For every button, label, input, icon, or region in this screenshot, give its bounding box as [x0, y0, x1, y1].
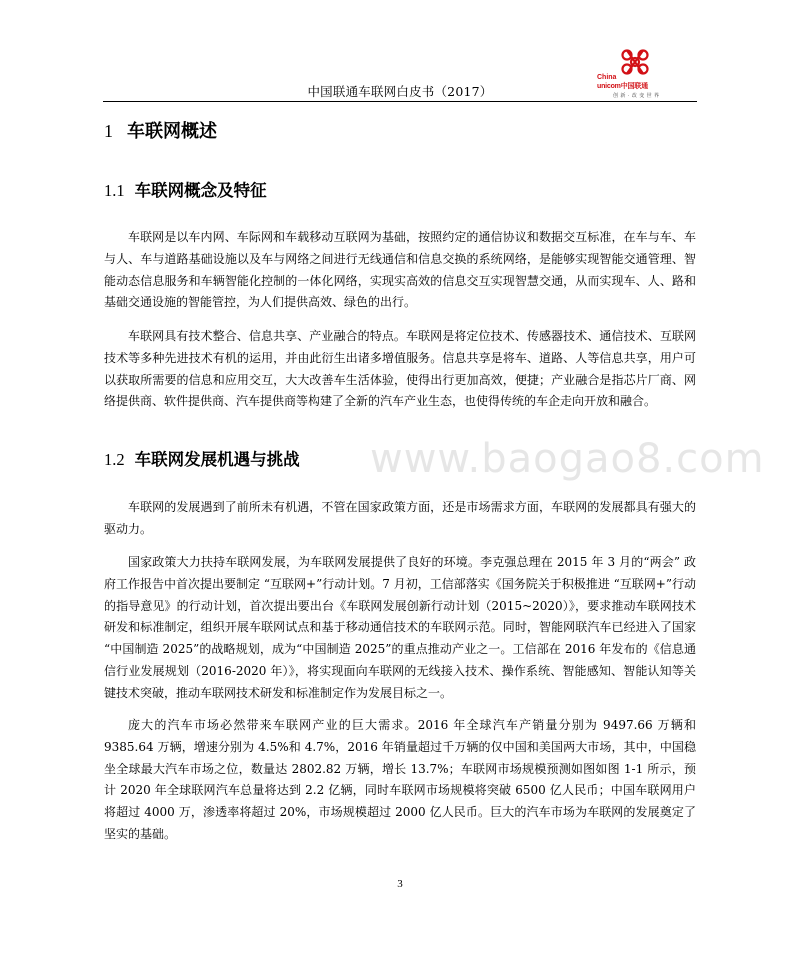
section-1-2-heading [104, 446, 300, 470]
running-header: 中国联通车联网白皮书（2017） [307, 84, 493, 99]
china-unicom-knot-icon [615, 48, 655, 76]
watermark: www.baogao8.com [370, 436, 765, 482]
section-title: 车联网概述 [127, 121, 217, 142]
section-1-heading [104, 117, 217, 143]
paragraph-definition: 车联网是以车内网、车际网和车载移动互联网为基础，按照约定的通信协议和数据交互标准，在车与车、车与人、车与道路基础设施以及车与网络之间进行无线通信和信息交换的系统网络，是能够实现智能交通管理、智能动态信息服务和车辆智能化控制的一体化网络，实现实高效的信息交互实现智慧交通，从而实现车、人、路和基础交通设施的智能管控，为人们提供高效、绿色的出行。 [104, 230, 696, 310]
header-rule [103, 101, 697, 102]
section-number: 1.1 [104, 181, 125, 200]
section-number: 1 [104, 121, 113, 141]
section-title: 车联网概念及特征 [134, 181, 267, 200]
logo-wordmark-cn: unicom中国联通 [597, 83, 648, 90]
paragraph-policy: 国家政策大力扶持车联网发展，为车联网发展提供了良好的环境。李克强总理在 2015 年 3 月的“两会” 政府工作报告中首次提出要制定 “互联网+”行动计划。7 月初，工信部落实《国务院关于积极推进 “互联网+”行动的指导意见》的行动计划，首次提出要出台《车联网发展创新行动计划（2015~2020）》，要求推动车联网技术研发和标准制定，组织开展车联网试点和基于移动通信技术的车联网示范。同时，智能网联汽车已经进入了国家 “中国制造 2025”的战略规划，成为“中国制造 2025”的重点推动产业之一。工信部在 2016 年发布的《信息通信行业发展规划（2016-2020 年）》，将实现面向车联网的无线接入技术、操作系统、智能感知、智能认知等关键技术突破，推动车联网技术研发和标准制定作为发展目标之一。 [104, 555, 696, 700]
section-1-1-heading [104, 177, 267, 201]
page-number: 3 [397, 878, 403, 890]
logo-wordmark-en: China [597, 74, 617, 81]
paragraph-market: 庞大的汽车市场必然带来车联网产业的巨大需求。2016 年全球汽车产销量分别为 9497.66 万辆和 9385.64 万辆，增速分别为 4.5%和 4.7%，2016 年销量超过千万辆的仅中国和美国两大市场，其中，中国稳坐全球最大汽车市场之位，数量达 2802.82 万辆，增长 13.7%；车联网市场规模预测如图如图 1-1 所示，预计 2020 年全球联网汽车总量将达到 2.2 亿辆，同时车联网市场规模将突破 6500 亿人民币；中国车联网用户将超过 4000 万，渗透率将超过 20%，市场规模超过 2000 亿人民币。巨大的汽车市场为车联网的发展奠定了坚实的基础。 [104, 718, 696, 841]
section-title: 车联网发展机遇与挑战 [134, 450, 300, 469]
logo-slogan: 创 新 · 改 变 世 界 [613, 93, 660, 99]
paragraph-features: 车联网具有技术整合、信息共享、产业融合的特点。车联网是将定位技术、传感器技术、通信技术、互联网技术等多种先进技术有机的运用，并由此衍生出诸多增值服务。信息共享是将车、道路、人等信息共享，用户可以获取所需要的信息和应用交互，大大改善车生活体验，使得出行更加高效，便捷；产业融合是指芯片厂商、网络提供商、软件提供商、汽车提供商等构建了全新的汽车产业生态，也使得传统的车企走向开放和融合。 [104, 329, 696, 409]
section-number: 1.2 [104, 450, 125, 469]
paragraph-opportunity: 车联网的发展遇到了前所未有机遇，不管在国家政策方面，还是市场需求方面，车联网的发展都具有强大的驱动力。 [104, 500, 696, 536]
